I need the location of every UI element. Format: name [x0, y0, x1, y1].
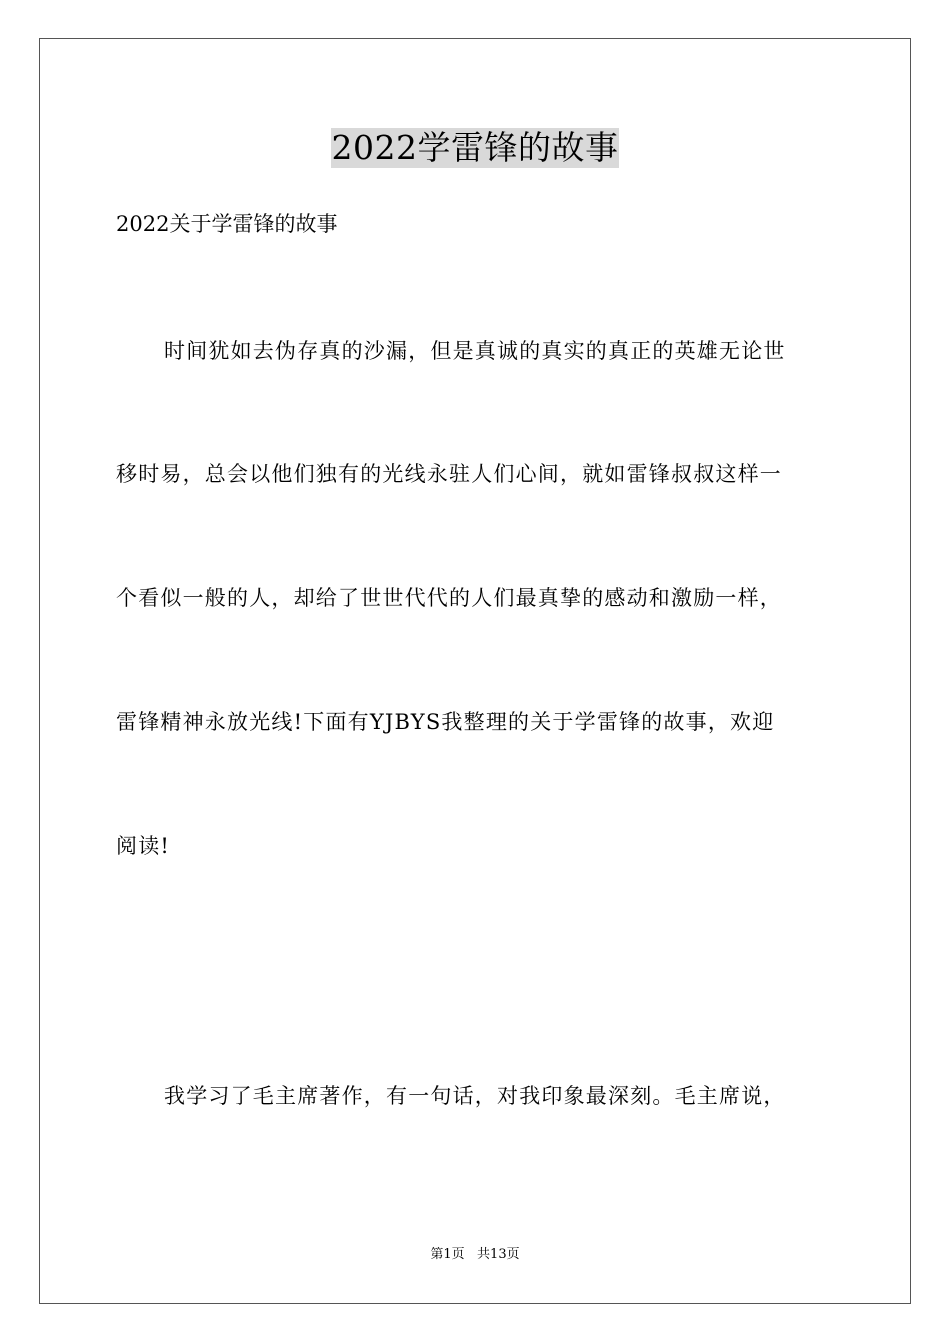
paragraph-1-line-4: 雷锋精神永放光线!下面有YJBYS我整理的关于学雷锋的故事，欢迎: [116, 710, 775, 734]
paragraph-2-line-1: 我学习了毛主席著作，有一句话，对我印象最深刻。毛主席说，: [164, 1084, 786, 1108]
paragraph-1-line-3: 个看似一般的人，却给了世世代代的人们最真挚的感动和激励一样，: [116, 586, 782, 610]
paragraph-1-line-2: 移时易，总会以他们独有的光线永驻人们心间，就如雷锋叔叔这样一: [116, 462, 782, 486]
paragraph-1-line-5: 阅读!: [116, 834, 171, 858]
document-title: 2022学雷锋的故事: [331, 128, 619, 167]
document-subtitle: 2022关于学雷锋的故事: [116, 212, 338, 236]
title-container: [0, 128, 950, 168]
paragraph-1-line-1: 时间犹如去伪存真的沙漏，但是真诚的真实的真正的英雄无论世: [164, 339, 786, 363]
page-number-footer: 第1页 共13页: [430, 1247, 520, 1262]
